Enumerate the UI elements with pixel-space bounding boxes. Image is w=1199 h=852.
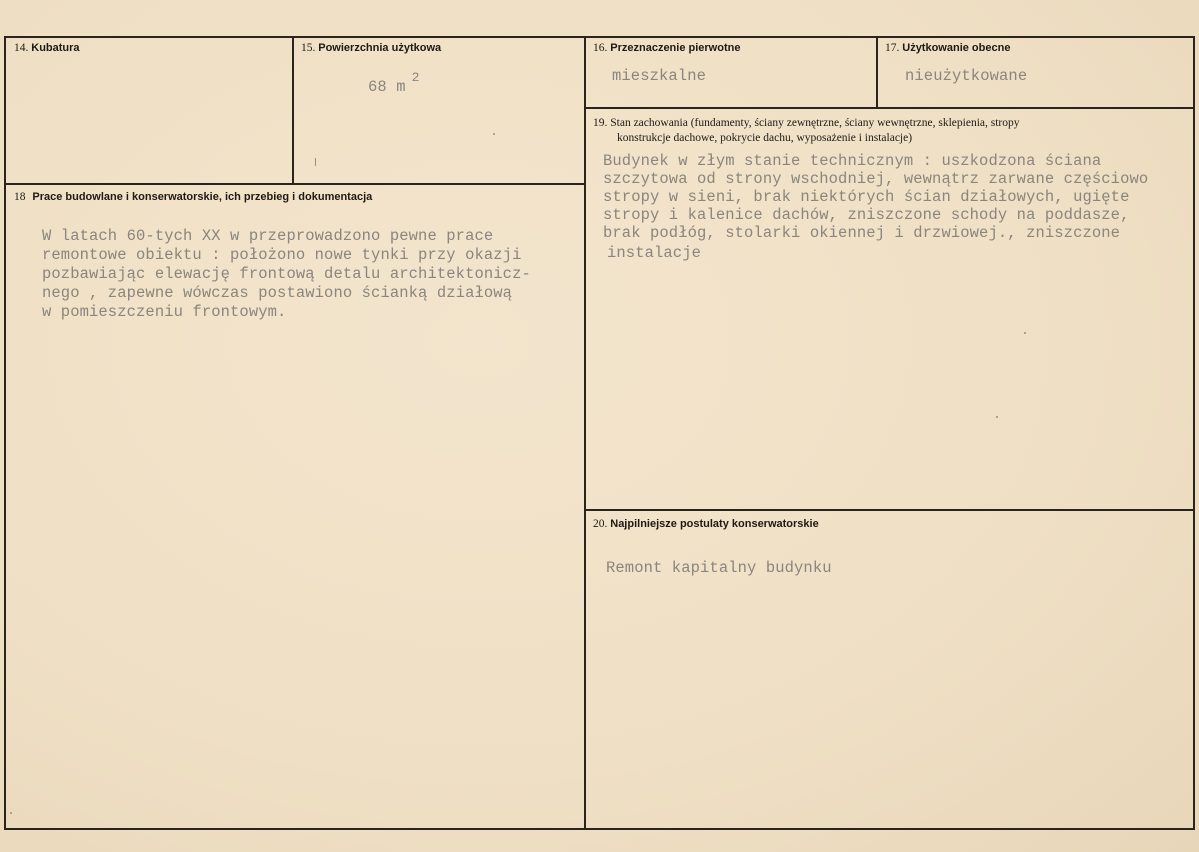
stan-label (593, 116, 1193, 146)
powierzchnia-value-text: 68 m (368, 78, 406, 97)
stan-title: Stan zachowania (fundamenty, ściany zewnętrzne, ściany wewnętrzne, sklepienia, stropy (610, 117, 1020, 129)
prace-line: pozbawiając elewację frontową detalu architektonicz- (42, 265, 531, 283)
right-border-line (1193, 36, 1195, 830)
divider-14-15 (292, 36, 294, 184)
paper-speck (996, 416, 998, 418)
powierzchnia-value (368, 72, 420, 97)
powierzchnia-title: Powierzchnia użytkowa (318, 42, 442, 54)
prace-number: 18 (14, 191, 26, 203)
prace-line: W latach 60-tych XX w przeprowadzono pewne prace (42, 227, 494, 245)
postulaty-number: 20. (593, 518, 608, 530)
paper-speck (315, 158, 316, 166)
przeznaczenie-label (593, 41, 740, 56)
prace-title: Prace budowlane i konserwatorskie, ich przebieg i dokumentacja (32, 191, 373, 203)
uzytkowanie-number: 17. (885, 42, 900, 54)
paper-speck (1024, 332, 1026, 334)
divider-main-vertical (584, 36, 586, 830)
stan-label-line1 (593, 116, 1193, 131)
przeznaczenie-title: Przeznaczenie pierwotne (610, 42, 741, 54)
prace-line: remontowe obiektu : położono nowe tynki przy okazji (42, 246, 522, 264)
bottom-border-line (4, 828, 1195, 830)
paper-speck (493, 133, 495, 135)
stan-line: Budynek w złym stanie technicznym : uszkodzona ściana (603, 152, 1102, 170)
stan-line: stropy i kalenice dachów, zniszczone schody na poddasze, (603, 206, 1130, 224)
prace-line: w pomieszczeniu frontowym. (42, 303, 287, 321)
uzytkowanie-value: nieużytkowane (905, 67, 1028, 85)
kubatura-label (14, 41, 80, 56)
divider-row-19-20 (585, 509, 1195, 511)
uzytkowanie-title: Użytkowanie obecne (902, 42, 1011, 54)
postulaty-value: Remont kapitalny budynku (606, 559, 832, 577)
kubatura-title: Kubatura (31, 42, 80, 54)
left-border-line (4, 36, 6, 830)
powierzchnia-unit-sup: 2 (411, 70, 420, 85)
stan-line: instalacje (607, 244, 702, 262)
przeznaczenie-number: 16. (593, 42, 608, 54)
prace-line: nego , zapewne wówczas postawiono ścianką działową (42, 284, 513, 302)
paper-speck (10, 812, 12, 814)
stan-number: 19. (593, 117, 608, 129)
przeznaczenie-value: mieszkalne (612, 67, 707, 85)
prace-label (14, 190, 372, 205)
stan-label-line2: konstrukcje dachowe, pokrycie dachu, wyposażenie i instalacje) (617, 132, 913, 144)
kubatura-number: 14. (14, 42, 29, 54)
stan-line: stropy w sieni, brak niektórych ścian działowych, ugięte (603, 188, 1130, 206)
uzytkowanie-label (885, 41, 1010, 56)
powierzchnia-label (301, 41, 441, 56)
divider-row-left (4, 183, 585, 185)
top-border-line (4, 36, 1195, 38)
divider-16-17 (876, 36, 878, 108)
stan-line: szczytowa od strony wschodniej, wewnątrz zarwane częściowo (603, 170, 1149, 188)
divider-row-16-19 (585, 107, 1195, 109)
postulaty-title: Najpilniejsze postulaty konserwatorskie (610, 518, 819, 530)
postulaty-label (593, 517, 819, 532)
powierzchnia-number: 15. (301, 42, 316, 54)
stan-line: brak podłóg, stolarki okiennej i drzwiowej., zniszczone (603, 224, 1121, 242)
